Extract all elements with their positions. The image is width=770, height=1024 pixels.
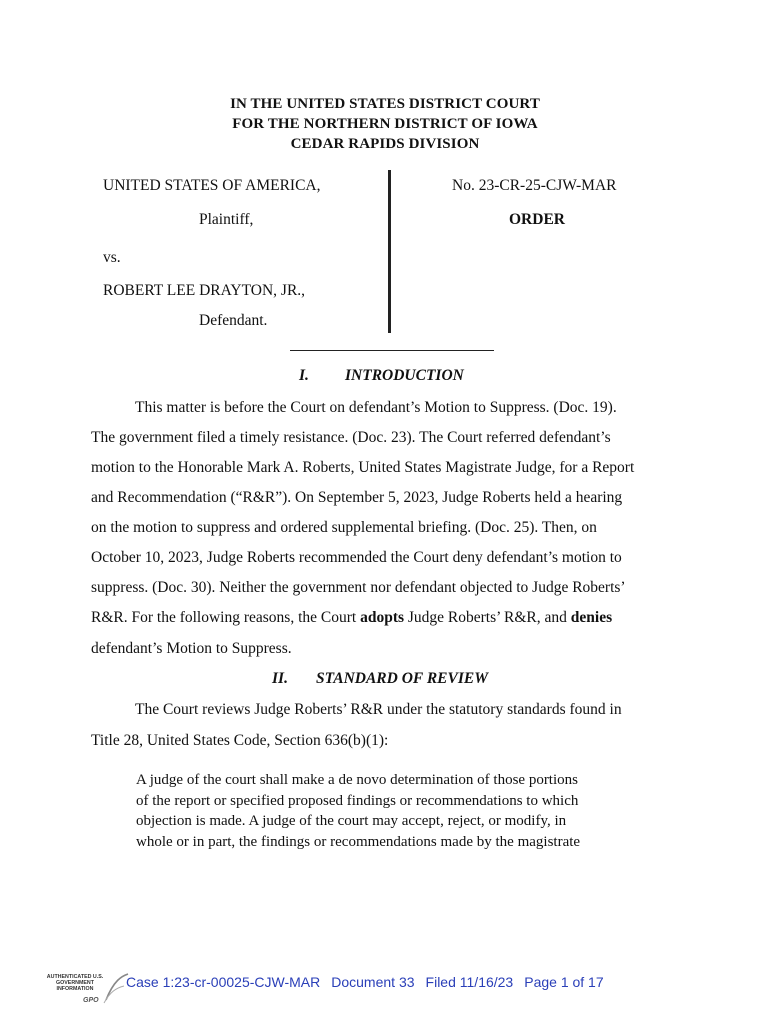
quote-line: objection is made. A judge of the court may accept, reject, or modify, in xyxy=(136,813,567,829)
defendant-name: ROBERT LEE DRAYTON, JR., xyxy=(103,282,306,299)
court-name-line: IN THE UNITED STATES DISTRICT COURT xyxy=(230,96,540,112)
section-title: STANDARD OF REVIEW xyxy=(316,670,488,687)
paragraph-line xyxy=(91,609,612,627)
section-number: II. xyxy=(272,670,288,687)
paragraph-line: October 10, 2023, Judge Roberts recommended the Court deny defendant’s motion to xyxy=(91,549,622,566)
quote-line: A judge of the court shall make a de novo determination of those portions xyxy=(136,772,578,788)
paragraph-line: This matter is before the Court on defendant’s Motion to Suppress. (Doc. 19). xyxy=(135,399,617,416)
case-number: No. 23-CR-25-CJW-MAR xyxy=(452,177,617,194)
case-number-stamp: Case 1:23-cr-00025-CJW-MAR xyxy=(126,974,321,990)
paragraph-line: Title 28, United States Code, Section 636(b)(1): xyxy=(91,732,389,749)
quote-line: of the report or specified proposed findings or recommendations to which xyxy=(136,792,579,809)
text-run: Judge Roberts’ R&R, and xyxy=(404,609,571,626)
section-number: I. xyxy=(299,367,309,384)
case-stamp xyxy=(126,974,615,990)
paragraph-line: and Recommendation (“R&R”). On September 5, 2023, Judge Roberts held a hearing xyxy=(91,489,623,506)
district-line: FOR THE NORTHERN DISTRICT OF IOWA xyxy=(232,116,538,132)
defendant-role: Defendant. xyxy=(199,312,268,329)
document-title: ORDER xyxy=(509,211,565,228)
paragraph-line: on the motion to suppress and ordered supplemental briefing. (Doc. 25). Then, on xyxy=(91,519,597,536)
quote-line: whole or in part, the findings or recommendations made by the magistrate xyxy=(136,833,581,850)
text-run: R&R. For the following reasons, the Court xyxy=(91,609,361,626)
block-quote xyxy=(136,770,580,852)
paragraph-line: suppress. (Doc. 30). Neither the government nor defendant objected to Judge Roberts’ xyxy=(91,579,626,596)
page-footer xyxy=(0,968,770,1004)
section-heading-standard-of-review xyxy=(272,670,488,688)
paragraph-line: motion to the Honorable Mark A. Roberts, United States Magistrate Judge, for a Report xyxy=(91,459,635,476)
filed-date-stamp: Filed 11/16/23 xyxy=(425,974,514,990)
bold-denies: denies xyxy=(570,609,613,626)
bold-adopts: adopts xyxy=(360,609,405,626)
caption-divider xyxy=(388,170,391,333)
seal-gpo: GPO xyxy=(83,997,99,1004)
plaintiff-role: Plaintiff, xyxy=(199,211,254,228)
separator-line xyxy=(290,350,494,351)
paragraph-line: The government filed a timely resistance. (Doc. 23). The Court referred defendant’s xyxy=(91,429,611,446)
section-heading-introduction xyxy=(299,367,464,385)
seal-text: AUTHENTICATED U.S. GOVERNMENT INFORMATION xyxy=(46,974,104,992)
division-line: CEDAR RAPIDS DIVISION xyxy=(290,136,480,152)
paragraph-line: defendant’s Motion to Suppress. xyxy=(91,640,292,657)
document-number-stamp: Document 33 xyxy=(331,974,415,990)
page-count-stamp: Page 1 of 17 xyxy=(524,974,604,990)
paragraph-line: The Court reviews Judge Roberts’ R&R under the statutory standards found in xyxy=(135,701,622,718)
plaintiff-name: UNITED STATES OF AMERICA, xyxy=(103,177,321,194)
versus-label: vs. xyxy=(103,249,121,266)
court-header xyxy=(0,94,770,154)
section-title: INTRODUCTION xyxy=(345,367,464,384)
